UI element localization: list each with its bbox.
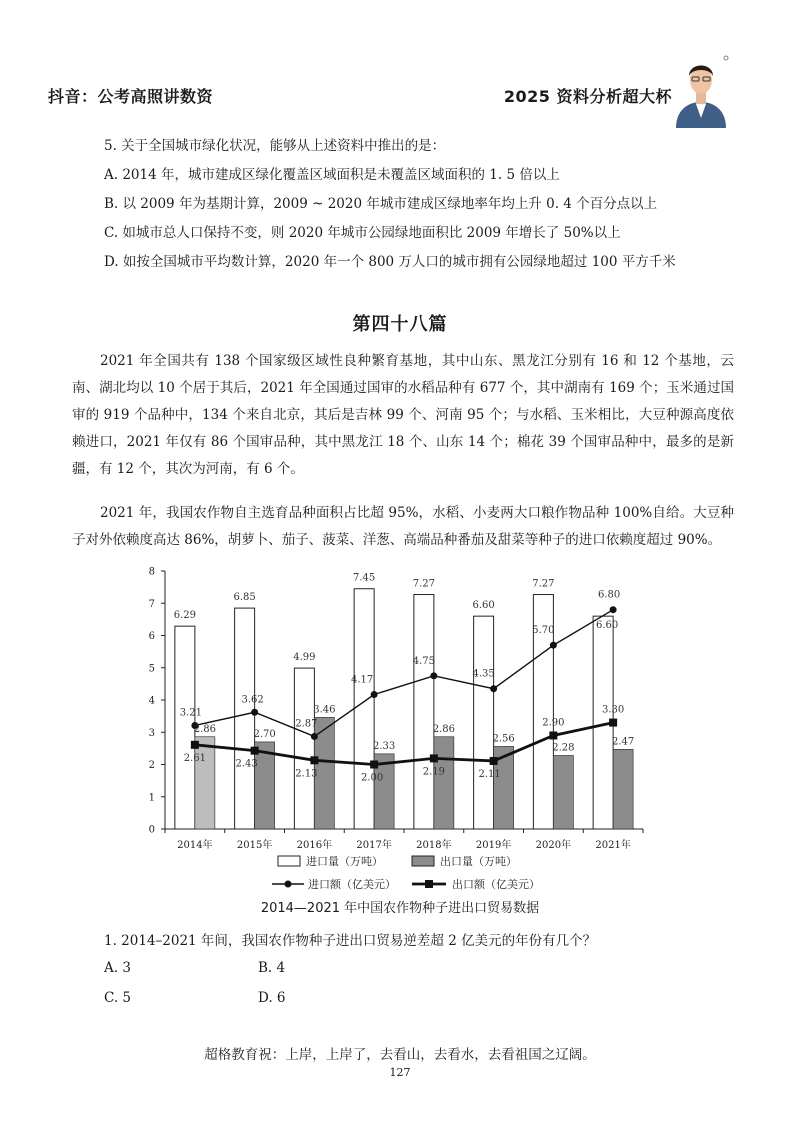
export-value-point — [609, 719, 617, 727]
import-value-point — [251, 709, 258, 716]
import-volume-bar — [414, 595, 434, 829]
q5-stem: 5. 关于全国城市绿化状况，能够从上述资料中推出的是： — [104, 138, 446, 154]
chart-title: 2014—2021 年中国农作物种子进出口贸易数据 — [260, 901, 540, 916]
export-value-label: 2.43 — [235, 758, 258, 770]
q1-option-c: C. 5 — [104, 990, 132, 1006]
legend-import-value-label: 进口额（亿美元） — [308, 878, 396, 891]
import-value-label: 5.70 — [532, 625, 555, 637]
import-value-point — [550, 642, 557, 649]
intro-paragraph-1: 2021 年全国共有 138 个国家级区域性良种繁育基地，其中山东、黑龙江分别有 16 和 12 个基地，云南、湖北均以 10 个居于其后，2021 年全国通过国审的水稻品种有 677 个，其中湖南有 169 个；玉米通过国审的 919 个品种中，134 个来自北京，其后是吉林 99 个、河南 95 个；与水稻、玉米相比，大豆种源高度依赖进口，2021 年仅有 86 个国审品种，其中黑龙江 18 个、山东 14 个；棉花 39 个国审品种中，最多的是新疆，有 12 个，其次为河南，有 6 个。 — [72, 353, 734, 477]
export-volume-bar — [255, 742, 275, 829]
import-value-point — [311, 733, 318, 740]
export-volume-label: 2.47 — [611, 736, 635, 748]
import-volume-bar — [354, 589, 374, 829]
q1-option-b: B. 4 — [258, 960, 286, 976]
import-value-point — [490, 685, 497, 692]
y-tick-label: 7 — [148, 598, 155, 610]
import-volume-label: 7.27 — [412, 578, 436, 590]
legend-export-volume-swatch — [412, 856, 434, 866]
export-value-point — [251, 747, 259, 755]
import-volume-bar — [175, 626, 195, 829]
import-value-label: 2.87 — [295, 718, 318, 730]
y-tick-label: 0 — [148, 824, 155, 836]
section-title: 第四十八篇 — [352, 314, 448, 335]
x-tick-label: 2014年 — [177, 840, 213, 851]
x-tick-label: 2018年 — [416, 840, 452, 851]
x-tick-label: 2020年 — [535, 840, 572, 851]
export-value-label: 2.13 — [295, 768, 318, 780]
x-tick-label: 2016年 — [296, 840, 333, 851]
import-volume-label: 6.60 — [472, 600, 495, 612]
export-volume-label: 2.33 — [372, 740, 396, 752]
export-value-point — [370, 761, 378, 769]
import-volume-bar — [294, 668, 314, 829]
x-tick-label: 2015年 — [236, 840, 273, 851]
import-volume-bar — [235, 608, 258, 829]
export-volume-label: 2.56 — [492, 733, 515, 745]
export-volume-label: 2.28 — [552, 742, 575, 754]
y-tick-label: 4 — [148, 695, 155, 707]
export-value-point — [310, 756, 318, 764]
export-value-label: 2.90 — [542, 717, 565, 729]
import-value-label: 6.80 — [597, 589, 621, 601]
export-value-point — [549, 731, 557, 739]
author-avatar — [672, 52, 730, 128]
x-tick-label: 2017年 — [356, 840, 392, 851]
legend-import-volume-swatch — [278, 856, 300, 866]
q5-option-a: A. 2014 年，城市建成区绿化覆盖区域面积是未覆盖区域面积的 1. 5 倍以上 — [104, 167, 560, 183]
y-tick-label: 1 — [148, 792, 155, 804]
export-volume-bar — [434, 737, 454, 829]
y-tick-label: 3 — [148, 727, 155, 739]
page-number: 127 — [389, 1066, 411, 1079]
export-volume-label: 2.86 — [432, 723, 456, 735]
import-value-label: 4.17 — [350, 674, 374, 686]
export-value-point — [191, 741, 199, 749]
import-value-label: 3.21 — [179, 707, 203, 719]
export-value-label: 2.00 — [360, 772, 384, 784]
export-value-point — [490, 757, 498, 765]
x-tick-label: 2019年 — [475, 840, 512, 851]
import-volume-label: 7.27 — [532, 578, 555, 590]
import-volume-label: 7.45 — [352, 572, 376, 584]
legend-import-volume-label: 进口量（万吨） — [306, 855, 383, 868]
import-value-point — [430, 672, 437, 679]
q1-stem: 1. 2014–2021 年间，我国农作物种子进出口贸易逆差超 2 亿美元的年份有几个？ — [104, 933, 597, 949]
import-value-point — [371, 691, 378, 698]
x-tick-label: 2021年 — [595, 840, 631, 851]
export-value-label: 2.61 — [183, 752, 207, 764]
export-volume-bar — [553, 755, 573, 829]
legend-export-volume-label: 出口量（万吨） — [440, 855, 517, 868]
export-volume-bar — [613, 749, 633, 829]
header-left-title: 抖音：公考高照讲数资 — [48, 87, 214, 106]
q5-option-d: D. 如按全国城市平均数计算，2020 年一个 800 万人口的城市拥有公园绿地超过 100 平方千米 — [104, 254, 676, 270]
import-value-label: 4.35 — [472, 668, 495, 680]
footer-motto: 超格教育祝：上岸，上岸了，去看山，去看水，去看祖国之辽阔。 — [204, 1047, 596, 1063]
export-volume-label: 2.86 — [193, 723, 217, 735]
legend-export-value-marker — [425, 880, 433, 888]
trade-chart — [0, 555, 800, 895]
import-value-label: 4.75 — [412, 655, 436, 667]
export-value-label: 2.11 — [478, 768, 501, 780]
import-volume-label: 6.85 — [233, 592, 256, 604]
import-value-point — [610, 606, 617, 613]
legend-import-value-marker — [285, 881, 292, 888]
q1-option-d: D. 6 — [258, 990, 286, 1006]
export-value-label: 3.30 — [601, 704, 625, 716]
legend-export-value-label: 出口额（亿美元） — [452, 878, 540, 891]
y-tick-label: 8 — [148, 566, 155, 578]
intro-paragraph-2: 2021 年，我国农作物自主选育品种面积占比超 95%，水稻、小麦两大口粮作物品种 100%自给。大豆种子对外依赖度高达 86%，胡萝卜、茄子、菠菜、洋葱、高端品种番茄及甜菜等种子的进口依赖度超过 90%。 — [72, 505, 734, 548]
header-right-title: 2025 资料分析超大杯 — [503, 87, 672, 106]
export-volume-label: 2.70 — [253, 728, 276, 740]
export-value-point — [430, 754, 438, 762]
export-volume-bar — [195, 737, 215, 829]
q1-option-a: A. 3 — [104, 960, 131, 976]
export-volume-label: 3.46 — [313, 704, 336, 716]
q5-option-c: C. 如城市总人口保持不变，则 2020 年城市公园绿地面积比 2009 年增长了 50%以上 — [104, 225, 621, 241]
export-value-label: 2.19 — [422, 766, 446, 778]
y-tick-label: 6 — [148, 631, 155, 642]
y-tick-label: 2 — [148, 760, 155, 771]
import-volume-bar — [474, 616, 494, 829]
import-volume-label: 4.99 — [293, 652, 316, 664]
import-volume-label: 6.60 — [595, 620, 619, 632]
import-volume-label: 6.29 — [173, 610, 197, 622]
y-tick-label: 5 — [148, 663, 155, 675]
q5-option-b: B. 以 2009 年为基期计算，2009 ~ 2020 年城市建成区绿地率年均上升 0. 4 个百分点以上 — [104, 196, 658, 212]
import-value-label: 3.62 — [241, 694, 264, 706]
